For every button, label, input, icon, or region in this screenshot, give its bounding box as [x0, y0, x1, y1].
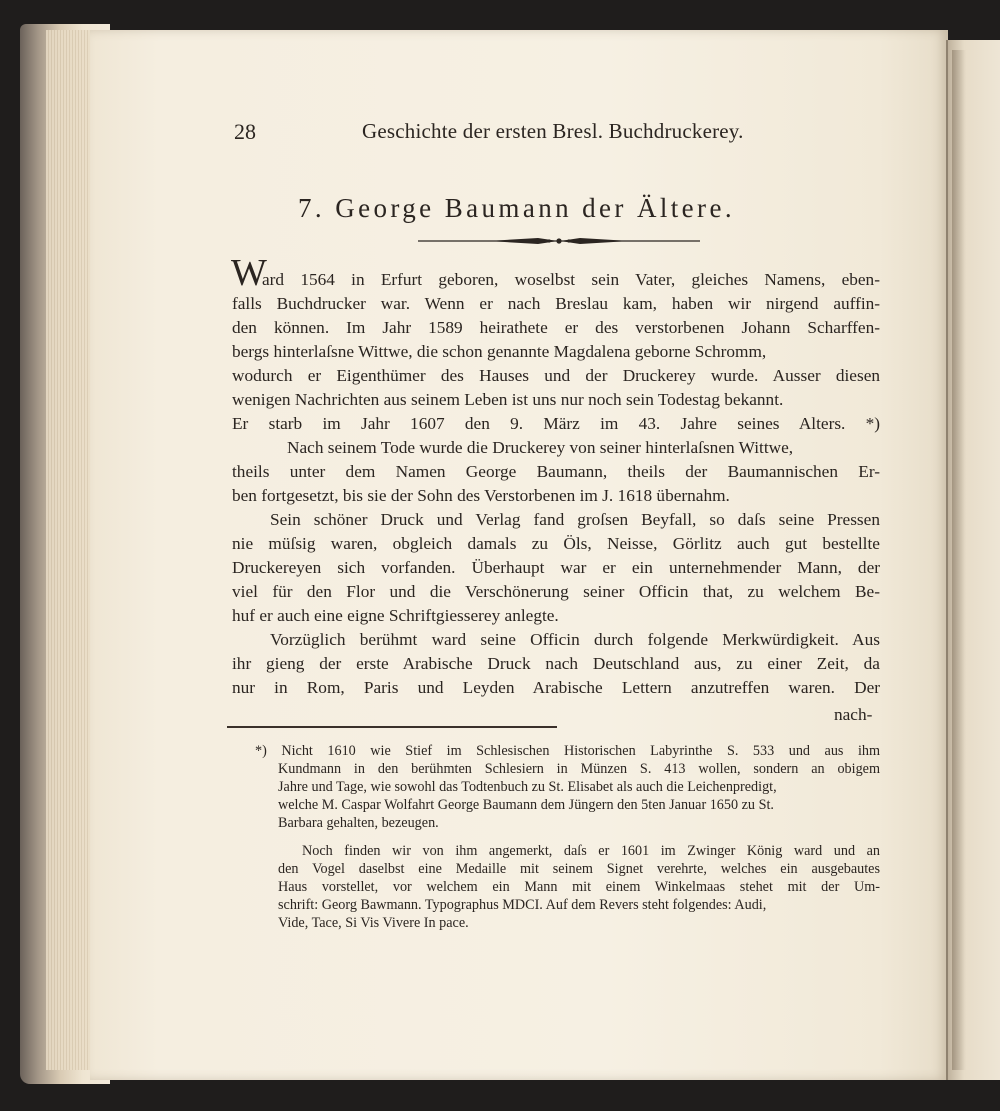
body-line: bergs hinterlaſsne Wittwe, die schon genannte Magdalena geborne Schromm, [232, 342, 767, 361]
body-line: den können. Im Jahr 1589 heirathete er des verstorbenen Johann Scharffen- [232, 318, 880, 337]
body-line: Vorzüglich berühmt ward seine Officin durch folgende Merkwürdigkeit. Aus [270, 630, 880, 649]
footnote-line: welche M. Caspar Wolfahrt George Baumann dem Jüngern den 5ten Januar 1650 zu St. [278, 797, 774, 813]
body-line: Er starb im Jahr 1607 den 9. März im 43. Jahre seines Alters. *) [232, 414, 881, 433]
footnote-rule [227, 726, 557, 728]
body-line: ihr gieng der erste Arabische Druck nach Deutschland aus, zu einer Zeit, da [232, 654, 880, 673]
body-line: viel für den Flor und die Verschönerung seiner Officin that, zu welchem Be- [232, 582, 880, 601]
book-page [90, 30, 948, 1080]
section-title: 7. George Baumann der Ältere. [298, 193, 735, 223]
body-line: huf er auch eine eigne Schriftgiesserey anlegte. [232, 606, 559, 625]
body-line: ard 1564 in Erfurt geboren, woselbst sein Vater, gleiches Namens, eben- [262, 270, 880, 289]
footnote-line: *) Nicht 1610 wie Stief im Schlesischen Historischen Labyrinthe S. 533 und aus ihm [255, 743, 881, 759]
body-line: ben fortgesetzt, bis sie der Sohn des Verstorbenen im J. 1618 übernahm. [232, 486, 730, 505]
footnote-line: Jahre und Tage, wie sowohl das Todtenbuch zu St. Elisabet als auch die Leichenpredigt, [278, 779, 777, 795]
body-line: Sein schöner Druck und Verlag fand groſsen Beyfall, so daſs seine Pressen [270, 510, 880, 529]
body-line: Nach seinem Tode wurde die Druckerey von seiner hinterlaſsnen Wittwe, [287, 438, 794, 457]
footnote-line: Barbara gehalten, bezeugen. [278, 815, 439, 831]
body-line: theils unter dem Namen George Baumann, theils der Baumannischen Er- [232, 462, 881, 481]
footnote-line: Noch finden wir von ihm angemerkt, daſs er 1601 im Zwinger König ward und an [302, 843, 880, 859]
body-line: wodurch er Eigenthümer des Hauses und der Druckerey wurde. Ausser diesen [232, 366, 881, 385]
footnote-line: Kundmann in den berühmten Schlesiern in Münzen S. 413 wollen, sondern an obigem [278, 761, 881, 777]
body-line: nie müſsig waren, obgleich damals zu Öls, Neisse, Görlitz auch gut bestellte [232, 534, 880, 553]
ornamental-rule [418, 234, 700, 248]
page-number: 28 [234, 119, 256, 144]
drop-initial: W [231, 252, 267, 294]
body-line: Druckereyen sich vorfanden. Überhaupt war er ein unternehmender Mann, der [232, 558, 880, 577]
catchword: nach- [834, 705, 873, 724]
body-line: falls Buchdrucker war. Wenn er nach Breslau kam, haben wir nirgend auffin- [232, 294, 881, 313]
footnote-line: schrift: Georg Bawmann. Typographus MDCI. Auf dem Revers steht folgendes: Audi, [278, 897, 767, 913]
gutter-shadow [952, 50, 966, 1070]
footnote-line: Vide, Tace, Si Vis Vivere In pace. [278, 915, 469, 931]
running-head: Geschichte der ersten Bresl. Buchdruckerey. [362, 119, 744, 143]
body-line: nur in Rom, Paris und Leyden Arabische Lettern anzutreffen waren. Der [232, 678, 881, 697]
body-line: wenigen Nachrichten aus seinem Leben ist uns nur noch sein Todestag bekannt. [232, 390, 784, 409]
footnote-line: den Vogel daselbst eine Medaille mit seinem Signet verehrte, welches ein ausgebautes [278, 861, 880, 877]
footnote-line: Haus vorstellet, vor welchem ein Mann mit einem Winkelmaas stehet mit der Um- [278, 879, 880, 895]
